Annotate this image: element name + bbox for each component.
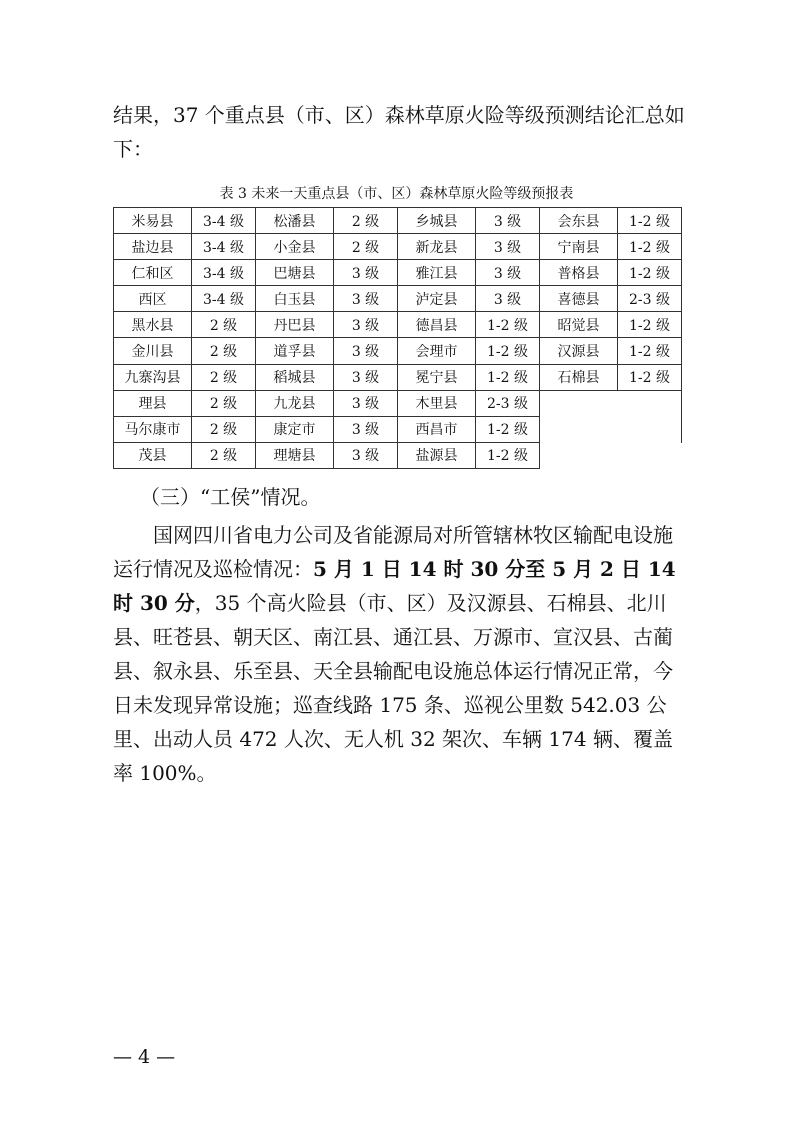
body-period: 5 月 1 日 14 时 30 分至 5 月 2 日 14 时 30 分 [113,557,676,615]
table-row [114,442,682,468]
county-name-cell: 宁南县 [540,234,618,260]
county-name-cell: 普格县 [540,260,618,286]
table-row [114,390,682,416]
body-paragraph [113,518,688,790]
fire-level-cell: 1-2 级 [618,234,682,260]
county-name-cell: 理县 [114,390,192,416]
fire-level-cell: 3 级 [476,260,540,286]
table-row [114,338,682,364]
page-number: — 4 — [113,1046,176,1068]
fire-level-cell: 1-2 级 [476,416,540,442]
fire-level-cell: 1-2 级 [618,338,682,364]
fire-level-cell: 3-4 级 [192,286,256,312]
county-name-cell: 盐边县 [114,234,192,260]
county-name-cell: 稻城县 [256,364,334,390]
county-name-cell: 丹巴县 [256,312,334,338]
county-name-cell: 会理市 [398,338,476,364]
fire-level-cell: 2 级 [192,416,256,442]
county-name-cell: 黑水县 [114,312,192,338]
table-row [114,234,682,260]
table-row [114,364,682,390]
county-name-cell: 小金县 [256,234,334,260]
fire-level-cell: 3 级 [334,338,398,364]
table-row [114,312,682,338]
empty-cell [540,442,682,468]
county-name-cell: 冕宁县 [398,364,476,390]
county-name-cell: 会东县 [540,208,618,234]
fire-level-cell: 1-2 级 [476,312,540,338]
county-name-cell: 松潘县 [256,208,334,234]
fire-level-cell: 1-2 级 [476,338,540,364]
fire-level-cell: 1-2 级 [618,312,682,338]
fire-level-cell: 3 级 [334,260,398,286]
county-name-cell: 道孚县 [256,338,334,364]
fire-level-cell: 3 级 [334,312,398,338]
county-name-cell: 金川县 [114,338,192,364]
county-name-cell: 理塘县 [256,442,334,468]
table-row [114,260,682,286]
county-name-cell: 巴塘县 [256,260,334,286]
county-name-cell: 康定市 [256,416,334,442]
county-name-cell: 汉源县 [540,338,618,364]
fire-level-cell: 2 级 [192,312,256,338]
county-name-cell: 仁和区 [114,260,192,286]
section-heading: （三）“工侯”情况。 [140,485,321,509]
table-row [114,416,682,442]
fire-level-cell: 2 级 [192,364,256,390]
county-name-cell: 喜德县 [540,286,618,312]
county-name-cell: 马尔康市 [114,416,192,442]
county-name-cell: 泸定县 [398,286,476,312]
county-name-cell: 木里县 [398,390,476,416]
county-name-cell: 白玉县 [256,286,334,312]
county-name-cell: 茂县 [114,442,192,468]
county-name-cell: 雅江县 [398,260,476,286]
fire-level-cell: 3 级 [334,390,398,416]
county-name-cell: 米易县 [114,208,192,234]
intro-paragraph: 结果，37 个重点县（市、区）森林草原火险等级预测结论汇总如下： [113,103,685,161]
county-name-cell: 西昌市 [398,416,476,442]
county-name-cell: 德昌县 [398,312,476,338]
fire-level-cell: 2 级 [192,442,256,468]
body-lead: 国网四川省电力公司及省能源局对所管辖林牧区输配电设施运行情况及巡检情况： [113,523,673,581]
county-name-cell: 新龙县 [398,234,476,260]
table-row [114,208,682,234]
fire-level-cell: 1-2 级 [618,208,682,234]
fire-level-cell: 3 级 [476,208,540,234]
fire-level-cell: 2 级 [192,390,256,416]
table-caption: 表 3 未来一天重点县（市、区）森林草原火险等级预报表 [219,186,574,202]
county-name-cell: 乡城县 [398,208,476,234]
fire-level-cell: 1-2 级 [618,260,682,286]
empty-cell [540,390,682,416]
fire-risk-table [113,207,682,469]
county-name-cell: 九寨沟县 [114,364,192,390]
county-name-cell: 石棉县 [540,364,618,390]
fire-level-cell: 3 级 [476,234,540,260]
fire-level-cell: 1-2 级 [476,364,540,390]
fire-level-cell: 2 级 [192,338,256,364]
fire-level-cell: 2-3 级 [618,286,682,312]
fire-level-cell: 1-2 级 [476,442,540,468]
county-name-cell: 昭觉县 [540,312,618,338]
fire-level-cell: 3-4 级 [192,260,256,286]
county-name-cell: 西区 [114,286,192,312]
fire-level-cell: 3 级 [334,416,398,442]
empty-cell [540,416,682,442]
fire-level-cell: 3 级 [334,364,398,390]
fire-level-cell: 2 级 [334,208,398,234]
table-row [114,286,682,312]
fire-level-cell: 3 级 [476,286,540,312]
county-name-cell: 盐源县 [398,442,476,468]
fire-level-cell: 3-4 级 [192,234,256,260]
fire-level-cell: 2 级 [334,234,398,260]
county-name-cell: 九龙县 [256,390,334,416]
fire-level-cell: 3 级 [334,442,398,468]
fire-level-cell: 3 级 [334,286,398,312]
fire-level-cell: 3-4 级 [192,208,256,234]
fire-level-cell: 2-3 级 [476,390,540,416]
body-rest: ，35 个高火险县（市、区）及汉源县、石棉县、北川县、旺苍县、朝天区、南江县、通江县、万源市、宣汉县、古蔺县、叙永县、乐至县、天全县输配电设施总体运行情况正常，今日未发现异常设施；巡查线路 175 条、巡视公里数 542.03 公里、出动人员 472 人次、无人机 32 架次、车辆 174 辆、覆盖率 100%。 [113,591,673,785]
fire-level-cell: 1-2 级 [618,364,682,390]
